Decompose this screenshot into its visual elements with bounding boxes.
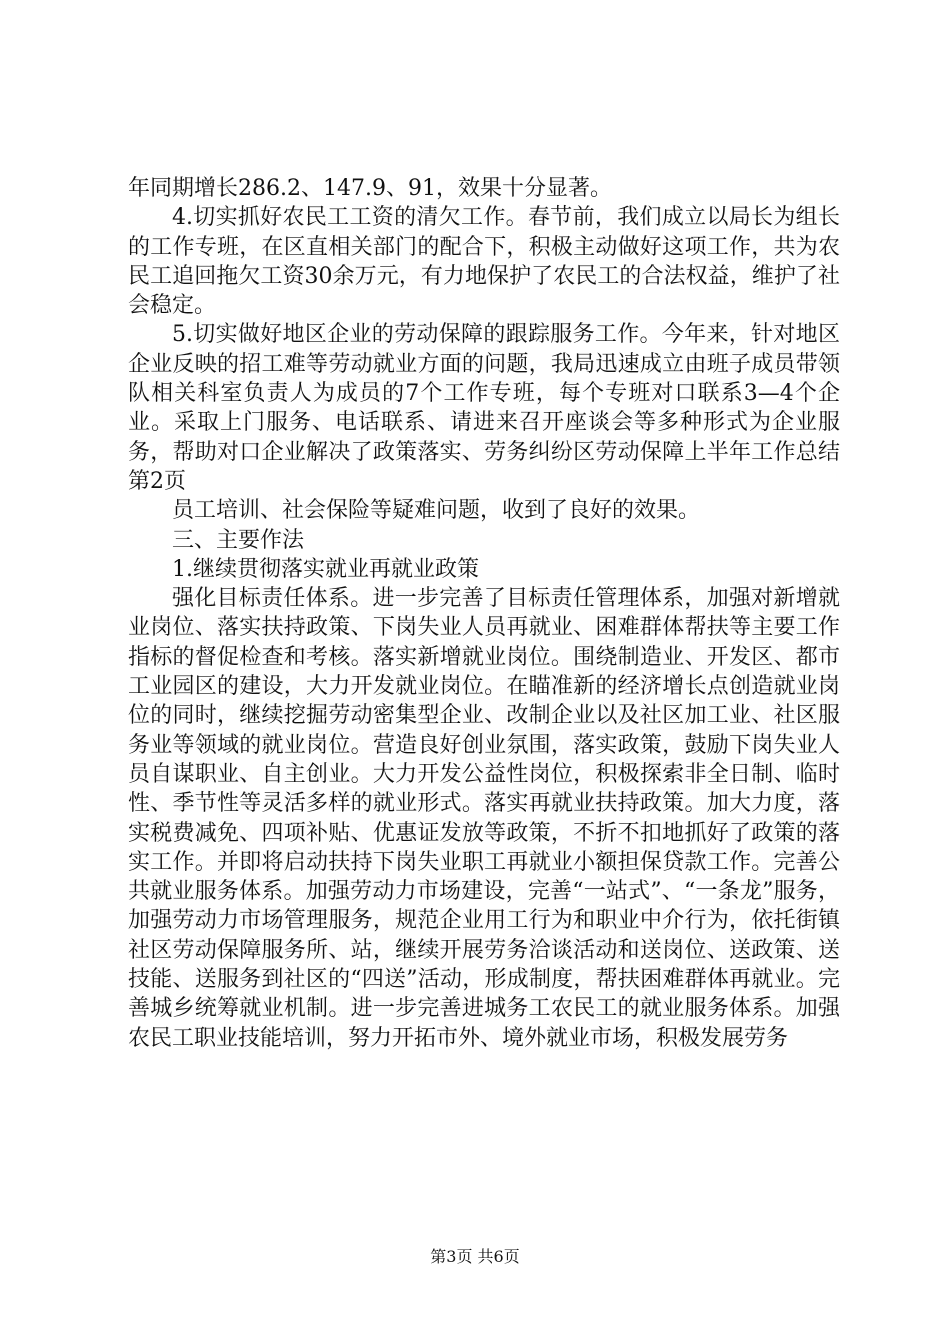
- paragraph-item-5: 5.切实做好地区企业的劳动保障的跟踪服务工作。今年来，针对地区企业反映的招工难等劳动就业方面的问题，我局迅速成立由班子成员带领队相关科室负责人为成员的7个工作专班，每个专班对口联系3—4个企业。采取上门服务、电话联系、请进来召开座谈会等多种形式为企业服务，帮助对口企业解决了政策落实、劳务纠纷区劳动保障上半年工作总结第2页: [128, 322, 840, 494]
- section-heading: 三、主要作法: [172, 527, 305, 553]
- paragraph-continuation-2: 员工培训、社会保险等疑难问题，收到了良好的效果。: [172, 498, 701, 524]
- paragraph-body: 强化目标责任体系。进一步完善了目标责任管理体系，加强对新增就业岗位、落实扶持政策、下岗失业人员再就业、困难群体帮扶等主要工作指标的督促检查和考核。落实新增就业岗位。围绕制造业、开发区、都市工业园区的建设，大力开发就业岗位。在瞄准新的经济增长点创造就业岗位的同时，继续挖掘劳动密集型企业、改制企业以及社区加工业、社区服务业等领域的就业岗位。营造良好创业氛围，落实政策，鼓励下岗失业人员自谋职业、自主创业。大力开发公益性岗位，积极探索非全日制、临时性、季节性等灵活多样的就业形式。落实再就业扶持政策。加大力度，落实税费减免、四项补贴、优惠证发放等政策，不折不扣地抓好了政策的落实工作。并即将启动扶持下岗失业职工再就业小额担保贷款工作。完善公共就业服务体系。加强劳动力市场建设，完善“一站式”、“一条龙”服务，加强劳动力市场管理服务，规范企业用工行为和职业中介行为，依托街镇社区劳动保障服务所、站，继续开展劳务洽谈活动和送岗位、送政策、送技能、送服务到社区的“四送”活动，形成制度，帮扶困难群体再就业。完善城乡统筹就业机制。进一步完善进城务工农民工的就业服务体系。加强农民工职业技能培训，努力开拓市外、境外就业市场，积极发展劳务: [128, 586, 840, 1051]
- paragraph-continuation: 年同期增长286.2、147.9、91，效果十分显著。: [128, 176, 612, 201]
- document-body: [128, 174, 840, 1053]
- page-footer: 第3页 共6页: [430, 1247, 520, 1266]
- subsection-heading: 1.继续贯彻落实就业再就业政策: [172, 556, 479, 582]
- paragraph-item-4: 4.切实抓好农民工工资的清欠工作。春节前，我们成立以局长为组长的工作专班，在区直相关部门的配合下，积极主动做好这项工作，共为农民工追回拖欠工资30余万元，有力地保护了农民工的合法权益，维护了社会稳定。: [128, 205, 840, 319]
